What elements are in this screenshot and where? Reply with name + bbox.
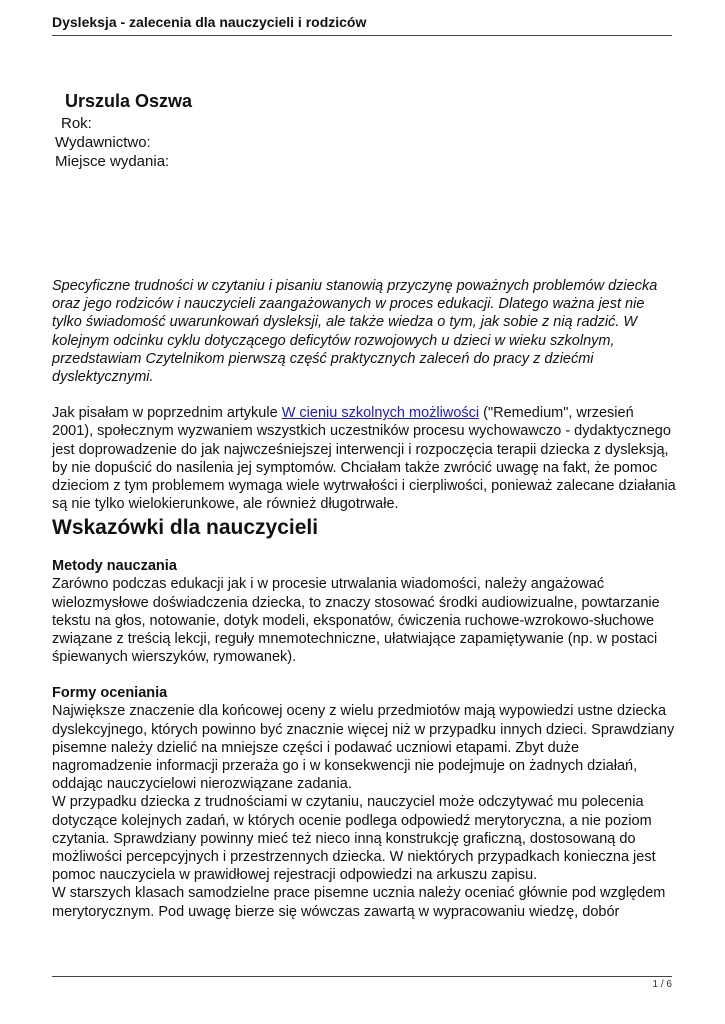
formy-paragraph-3: W starszych klasach samodzielne prace pisemne ucznia należy oceniać głównie pod względem merytorycznym. Pod uwagę bierze się wówczas zawartą w wypracowaniu wiedzę, dobór	[52, 885, 666, 920]
section-heading: Wskazówki dla nauczycieli	[52, 516, 319, 540]
author-name: Urszula Oszwa	[65, 91, 193, 111]
article-body	[52, 277, 676, 921]
paragraph-previous-article	[52, 404, 676, 513]
intro-paragraph: Specyficzne trudności w czytaniu i pisaniu stanowią przyczynę poważnych problemów dziecka oraz jego rodziców i nauczycieli zaangażowanych w proces edukacji. Dlatego ważna jest nie tylko świadomość uwarunkowań dysleksji, ale także wiedza o tym, jak sobie z nią radzić. W kolejnym odcinku cyklu dotyczącego deficytów rozwojowych u dzieci w wieku szkolnym, przedstawiam Czytelnikom pierwszą część praktycznych zaleceń do pracy z dziećmi dyslektycznymi.	[52, 278, 658, 386]
paragraph-text-before-link: Jak pisałam w poprzednim artykule	[52, 405, 282, 422]
document-title: Dysleksja - zalecenia dla nauczycieli i rodziców	[52, 14, 367, 30]
formy-paragraph-2: W przypadku dziecka z trudnościami w czytaniu, nauczyciel może odczytywać mu polecenia dotyczące kolejnych zadań, w których ocenie podlega odpowiedź merytoryczna, a nie poziom czytania. Sprawdziany powinny mieć też nieco inną konstrukcję graficzną, dostosowaną do możliwości percepcyjnych i przestrzennych dziecka. W niektórych przypadkach konieczna jest pomoc nauczyciela w prawidłowej rejestracji odpowiedzi na arkuszu zapisu.	[52, 794, 656, 884]
subheading-metody: Metody nauczania	[52, 558, 177, 575]
place-label: Miejsce wydania:	[55, 153, 170, 170]
document-meta	[55, 92, 192, 171]
page-footer	[52, 976, 672, 990]
previous-article-link[interactable]: W cieniu szkolnych możliwości	[281, 405, 480, 422]
paragraph-text-after-link: ("Remedium", wrzesień 2001), społecznym wyzwaniem wszystkich uczestników procesu wychowawczo - dydaktycznego jest doprowadzenie do jak najwcześniejszej interwencji i rozpoczęcia terapii dziecka z dysleksją, by nie dopuścić do nasilenia jej symptomów. Chciałam także zwrócić uwagę na fakt, że pomoc dzieciom z tym problemem wymaga wiele wytrwałości i cierpliwości, ponieważ zalecane działania są nie tylko wielokierunkowe, ale również długotrwałe.	[52, 405, 676, 513]
year-label: Rok:	[61, 115, 92, 132]
metody-paragraph: Zarówno podczas edukacji jak i w procesie utrwalania wiadomości, należy angażować wielozmysłowe doświadczenia dziecka, to znaczy stosować środki audiowizualne, powtarzanie tekstu na głos, notowanie, dotyk modeli, eksponatów, ćwiczenia ruchowe-wzrokowo-słuchowe związane z treścią lekcji, reguły mnemotechniczne, ułatwiające zapamiętywanie (np. w postaci śpiewanych wierszyków, rymowanek).	[52, 576, 660, 666]
subheading-formy: Formy oceniania	[52, 685, 168, 702]
page-header	[52, 12, 672, 36]
page-number: 1 / 6	[652, 979, 672, 990]
publisher-label: Wydawnictwo:	[55, 134, 151, 151]
formy-paragraph-1: Największe znaczenie dla końcowej oceny z wielu przedmiotów mają wypowiedzi ustne dziecka dyslekcyjnego, których powinno być znacznie więcej niż w przypadku innych dzieci. Sprawdziany pisemne należy dzielić na mniejsze części i podawać uczniowi etapami. Zbyt duże nagromadzenie informacji przeraża go i w konsekwencji nie podejmuje on żadnych działań, oddając nauczycielowi nierozwiązane zadania.	[52, 703, 675, 793]
